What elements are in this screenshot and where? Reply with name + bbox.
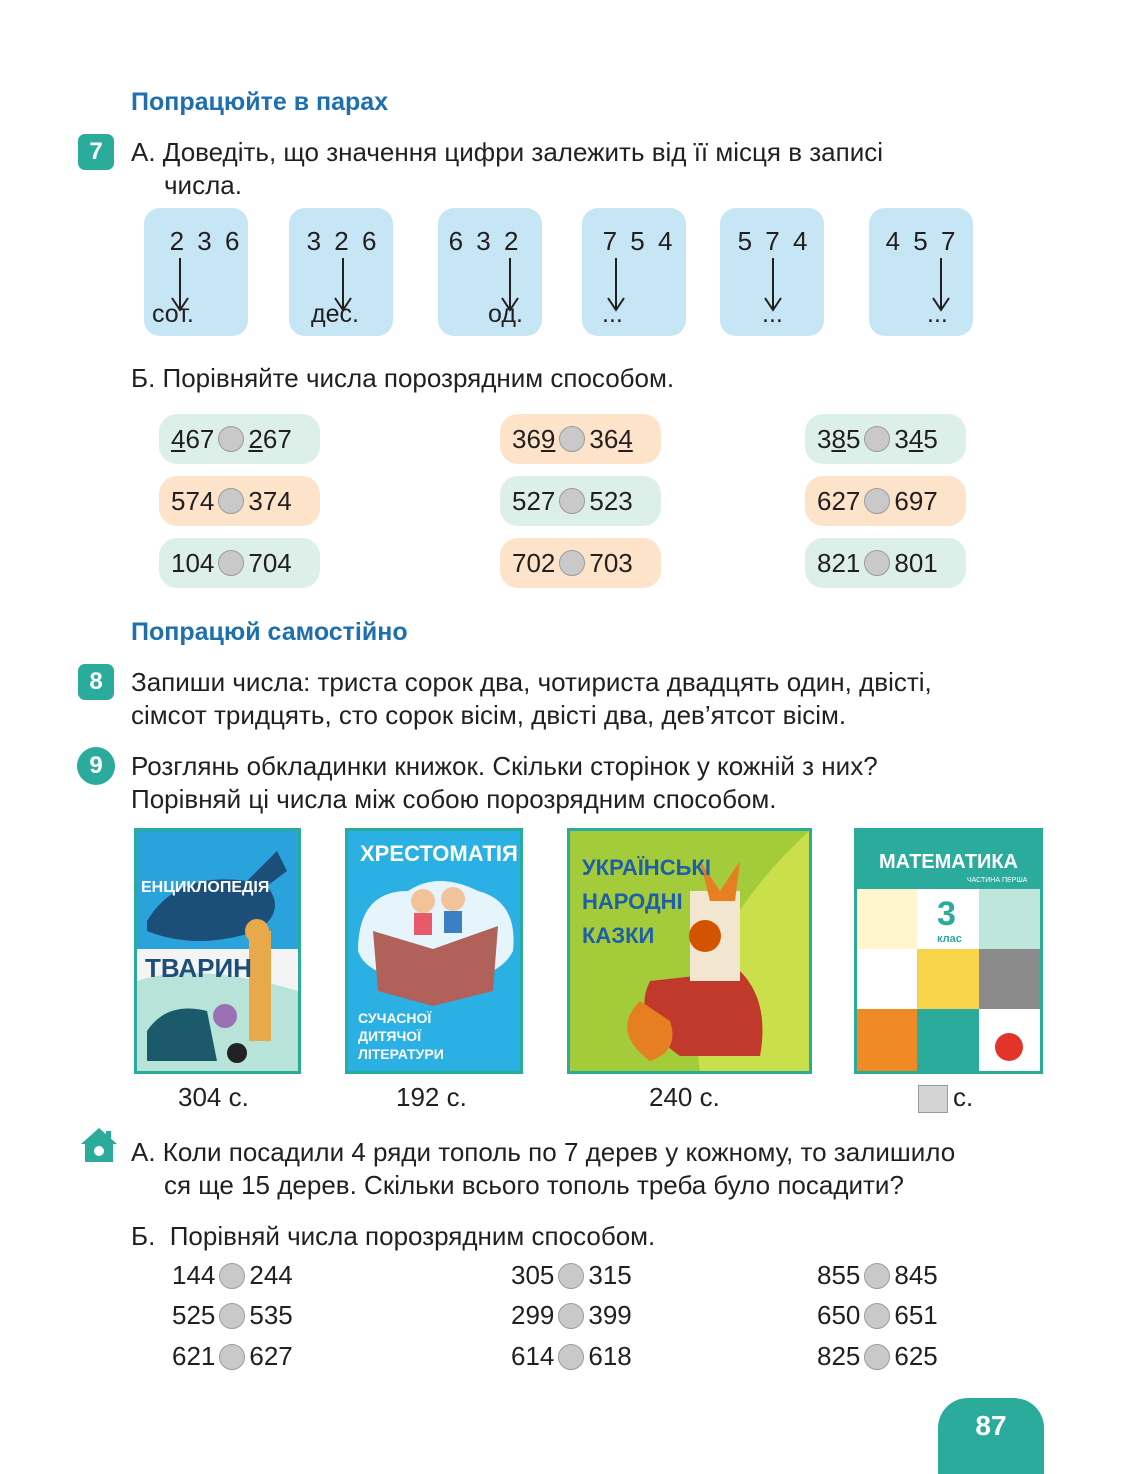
compare-right: 625 <box>894 1341 938 1371</box>
digit-card <box>582 208 686 336</box>
compare-left: 369 <box>512 423 556 454</box>
compare-item <box>511 1260 632 1291</box>
compare-left: 305 <box>511 1260 555 1290</box>
compare-left: 574 <box>171 485 215 516</box>
compare-right: 627 <box>249 1341 293 1371</box>
compare-left: 621 <box>172 1341 216 1371</box>
grade-number: 3 <box>937 895 956 933</box>
compare-item <box>817 1260 938 1291</box>
compare-right: 399 <box>588 1300 632 1330</box>
page-count-blank[interactable] <box>918 1085 948 1113</box>
compare-right: 345 <box>894 423 938 454</box>
compare-item <box>817 1300 938 1331</box>
compare-pill <box>500 414 661 464</box>
book-caption: 304 с. <box>178 1082 249 1112</box>
task8-text <box>131 666 1043 732</box>
compare-left: 527 <box>512 485 556 516</box>
book-caption: 240 с. <box>649 1082 720 1112</box>
book-cover-folk-tales <box>567 828 812 1074</box>
book-subtitle-line: ДИТЯЧОЇ <box>358 1028 422 1044</box>
compare-left: 650 <box>817 1300 861 1330</box>
home-icon <box>78 1124 120 1166</box>
book-title <box>582 851 711 953</box>
book-subtitle: ЧАСТИНА ПЕРША <box>967 877 1028 884</box>
section-title-pairs: Попрацюйте в парах <box>131 88 389 116</box>
book-caption: 192 с. <box>396 1082 467 1112</box>
compare-right: 845 <box>894 1260 938 1290</box>
book-title: ХРЕСТОМАТІЯ <box>360 841 518 866</box>
card-label: ... <box>927 300 948 328</box>
digit-card <box>869 208 973 336</box>
compare-pill <box>159 538 320 588</box>
book-cover-math <box>854 828 1043 1074</box>
book-cover-chrestomathy <box>345 828 523 1074</box>
card-label: дес. <box>311 300 359 328</box>
compare-right: 374 <box>248 485 292 516</box>
compare-left: 299 <box>511 1300 555 1330</box>
compare-right: 244 <box>249 1260 293 1290</box>
compare-left: 825 <box>817 1341 861 1371</box>
compare-left: 525 <box>172 1300 216 1330</box>
section-title-self: Попрацюй самостійно <box>131 618 408 646</box>
compare-circle[interactable] <box>864 426 890 452</box>
task9-text <box>131 750 1043 816</box>
digit-card <box>720 208 824 336</box>
book-subtitle <box>358 1009 444 1063</box>
compare-pill <box>805 414 966 464</box>
digit-card <box>144 208 248 336</box>
book-cover-encyclopedia <box>134 828 301 1074</box>
compare-circle[interactable] <box>219 1303 245 1329</box>
compare-item <box>511 1300 632 1331</box>
compare-item <box>172 1300 293 1331</box>
compare-right: 364 <box>589 423 633 454</box>
book-title-line: КАЗКИ <box>582 923 655 948</box>
task-number-badge: 8 <box>78 664 114 700</box>
book-title: МАТЕМАТИКА <box>878 851 1018 873</box>
task7-part-a-line2: числа. <box>164 170 242 200</box>
compare-pill <box>805 476 966 526</box>
compare-left: 467 <box>171 423 215 454</box>
grade-label: клас <box>937 933 962 945</box>
card-number: 6 3 2 <box>448 226 522 256</box>
compare-right: 801 <box>894 547 938 578</box>
compare-circle[interactable] <box>864 1344 890 1370</box>
compare-circle[interactable] <box>864 1263 890 1289</box>
task7-part-b: Б. Порівняйте числа порозрядним способом. <box>131 363 675 393</box>
book-caption: с. <box>953 1082 974 1112</box>
digit-card <box>289 208 393 336</box>
homework-part-a-line2: ся ще 15 дерев. Скільки всього тополь треба було посадити? <box>164 1170 904 1200</box>
compare-right: 704 <box>248 547 292 578</box>
card-number: 7 5 4 <box>602 226 676 256</box>
compare-circle[interactable] <box>559 488 585 514</box>
compare-right: 703 <box>589 547 633 578</box>
book-title-line: НАРОДНІ <box>582 889 683 914</box>
compare-pill <box>500 476 661 526</box>
compare-pill <box>159 476 320 526</box>
compare-circle[interactable] <box>864 550 890 576</box>
card-label: ... <box>602 300 623 328</box>
book-title: ЕНЦИКЛОПЕДІЯ <box>141 879 270 896</box>
compare-right: 651 <box>894 1300 938 1330</box>
compare-right: 697 <box>894 485 938 516</box>
homework-part-b: Б. Порівняй числа порозрядним способом. <box>131 1221 656 1251</box>
compare-item <box>817 1341 938 1372</box>
task7-part-a <box>131 136 1043 202</box>
compare-left: 614 <box>511 1341 555 1371</box>
compare-circle[interactable] <box>218 488 244 514</box>
whale-illustration <box>137 831 298 1071</box>
compare-left: 385 <box>817 423 861 454</box>
card-label: ... <box>762 300 783 328</box>
compare-circle[interactable] <box>864 1303 890 1329</box>
compare-left: 702 <box>512 547 556 578</box>
card-number: 3 2 6 <box>306 226 380 256</box>
card-number: 2 3 6 <box>169 226 243 256</box>
task9-line1: Розглянь обкладинки книжок. Скільки сторінок у кожній з них? <box>131 751 878 781</box>
compare-pill <box>159 414 320 464</box>
task7-part-a-line1: А. Доведіть, що значення цифри залежить від її місця в записі <box>131 137 884 167</box>
compare-circle[interactable] <box>864 488 890 514</box>
card-number: 5 7 4 <box>737 226 811 256</box>
compare-item <box>172 1341 293 1372</box>
compare-left: 627 <box>817 485 861 516</box>
page-number: 87 <box>938 1398 1044 1474</box>
homework-part-a <box>131 1136 1043 1202</box>
card-label: од. <box>488 300 523 328</box>
compare-circle[interactable] <box>218 426 244 452</box>
compare-circle[interactable] <box>219 1263 245 1289</box>
book-subtitle-line: ЛІТЕРАТУРИ <box>358 1046 444 1062</box>
compare-circle[interactable] <box>558 1344 584 1370</box>
digit-card <box>438 208 542 336</box>
task-number-badge: 7 <box>78 134 114 170</box>
task8-line1: Запиши числа: триста сорок два, чотириста двадцять один, двісті, <box>131 667 932 697</box>
compare-circle[interactable] <box>559 550 585 576</box>
compare-item <box>511 1341 632 1372</box>
compare-circle[interactable] <box>558 1303 584 1329</box>
card-number: 4 5 7 <box>885 226 959 256</box>
task8-line2: сімсот тридцять, сто сорок вісім, двісті два, дев’ятсот вісім. <box>131 700 847 730</box>
compare-right: 535 <box>249 1300 293 1330</box>
compare-right: 523 <box>589 485 633 516</box>
compare-left: 821 <box>817 547 861 578</box>
compare-item <box>172 1260 293 1291</box>
compare-right: 618 <box>588 1341 632 1371</box>
compare-right: 315 <box>588 1260 632 1290</box>
compare-right: 267 <box>248 423 292 454</box>
book-title: ТВАРИН <box>145 953 252 983</box>
book-title-line: УКРАЇНСЬКІ <box>582 855 711 880</box>
compare-left: 104 <box>171 547 215 578</box>
compare-left: 855 <box>817 1260 861 1290</box>
compare-pill <box>500 538 661 588</box>
compare-circle[interactable] <box>219 1344 245 1370</box>
compare-circle[interactable] <box>218 550 244 576</box>
compare-left: 144 <box>172 1260 216 1290</box>
task-number-badge: 9 <box>80 750 112 782</box>
compare-pill <box>805 538 966 588</box>
compare-circle[interactable] <box>559 426 585 452</box>
card-label: сот. <box>152 300 194 328</box>
book-subtitle-line: СУЧАСНОЇ <box>358 1010 432 1026</box>
compare-circle[interactable] <box>558 1263 584 1289</box>
homework-part-a-line1: А. Коли посадили 4 ряди тополь по 7 дерев у кожному, то залишило <box>131 1137 956 1167</box>
task9-line2: Порівняй ці числа між собою порозрядним способом. <box>131 784 777 814</box>
